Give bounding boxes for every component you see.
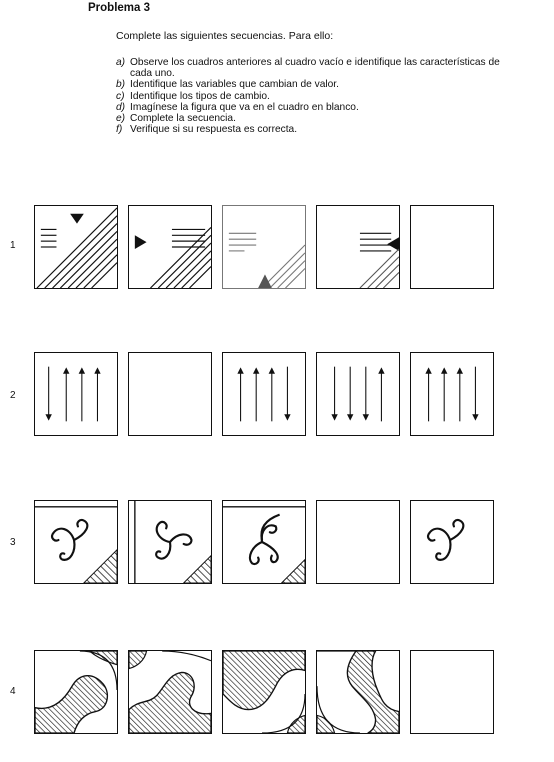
sequence-box-4-5-blank (410, 650, 494, 734)
sequence-box-1-2 (128, 205, 212, 289)
sequence-box-3-4-blank (316, 500, 400, 584)
instruction-item: d) Imagínese la figura que va en el cuadro en blanco. (116, 101, 359, 113)
sequence-box-3-5 (410, 500, 494, 584)
instruction-item: f) Verifique si su respuesta es correcta. (116, 124, 298, 136)
instruction-item: a) Observe los cuadros anteriores al cuadro vacío e identifique las características de cada uno. (116, 57, 500, 80)
sequence-box-2-4 (316, 352, 400, 436)
sequence-box-2-1 (34, 352, 118, 436)
instruction-item: e) Complete la secuencia. (116, 113, 236, 125)
sequence-box-4-2 (128, 650, 212, 734)
sequence-box-4-4 (316, 650, 400, 734)
sequence-box-2-2-blank (128, 352, 212, 436)
row-number: 1 (10, 240, 16, 251)
row-number: 3 (10, 537, 16, 548)
intro-text: Complete las siguientes secuencias. Para ello: (116, 30, 334, 42)
sequence-box-3-2 (128, 500, 212, 584)
instruction-list (116, 57, 510, 135)
row-number: 4 (10, 686, 16, 697)
sequence-box-3-3 (222, 500, 306, 584)
instruction-item: c) Identifique los tipos de cambio. (116, 90, 270, 102)
instruction-item: b) Identifique las variables que cambian de valor. (116, 79, 339, 91)
problem-title: Problema 3 (88, 2, 150, 14)
sequence-box-1-3 (222, 205, 306, 289)
sequence-box-2-5 (410, 352, 494, 436)
sequence-box-4-3 (222, 650, 306, 734)
sequence-box-4-1 (34, 650, 118, 734)
row-number: 2 (10, 390, 16, 401)
sequence-box-1-1 (34, 205, 118, 289)
sequence-box-3-1 (34, 500, 118, 584)
sequence-box-1-4 (316, 205, 400, 289)
sequence-box-1-5-blank (410, 205, 494, 289)
sequence-box-2-3 (222, 352, 306, 436)
